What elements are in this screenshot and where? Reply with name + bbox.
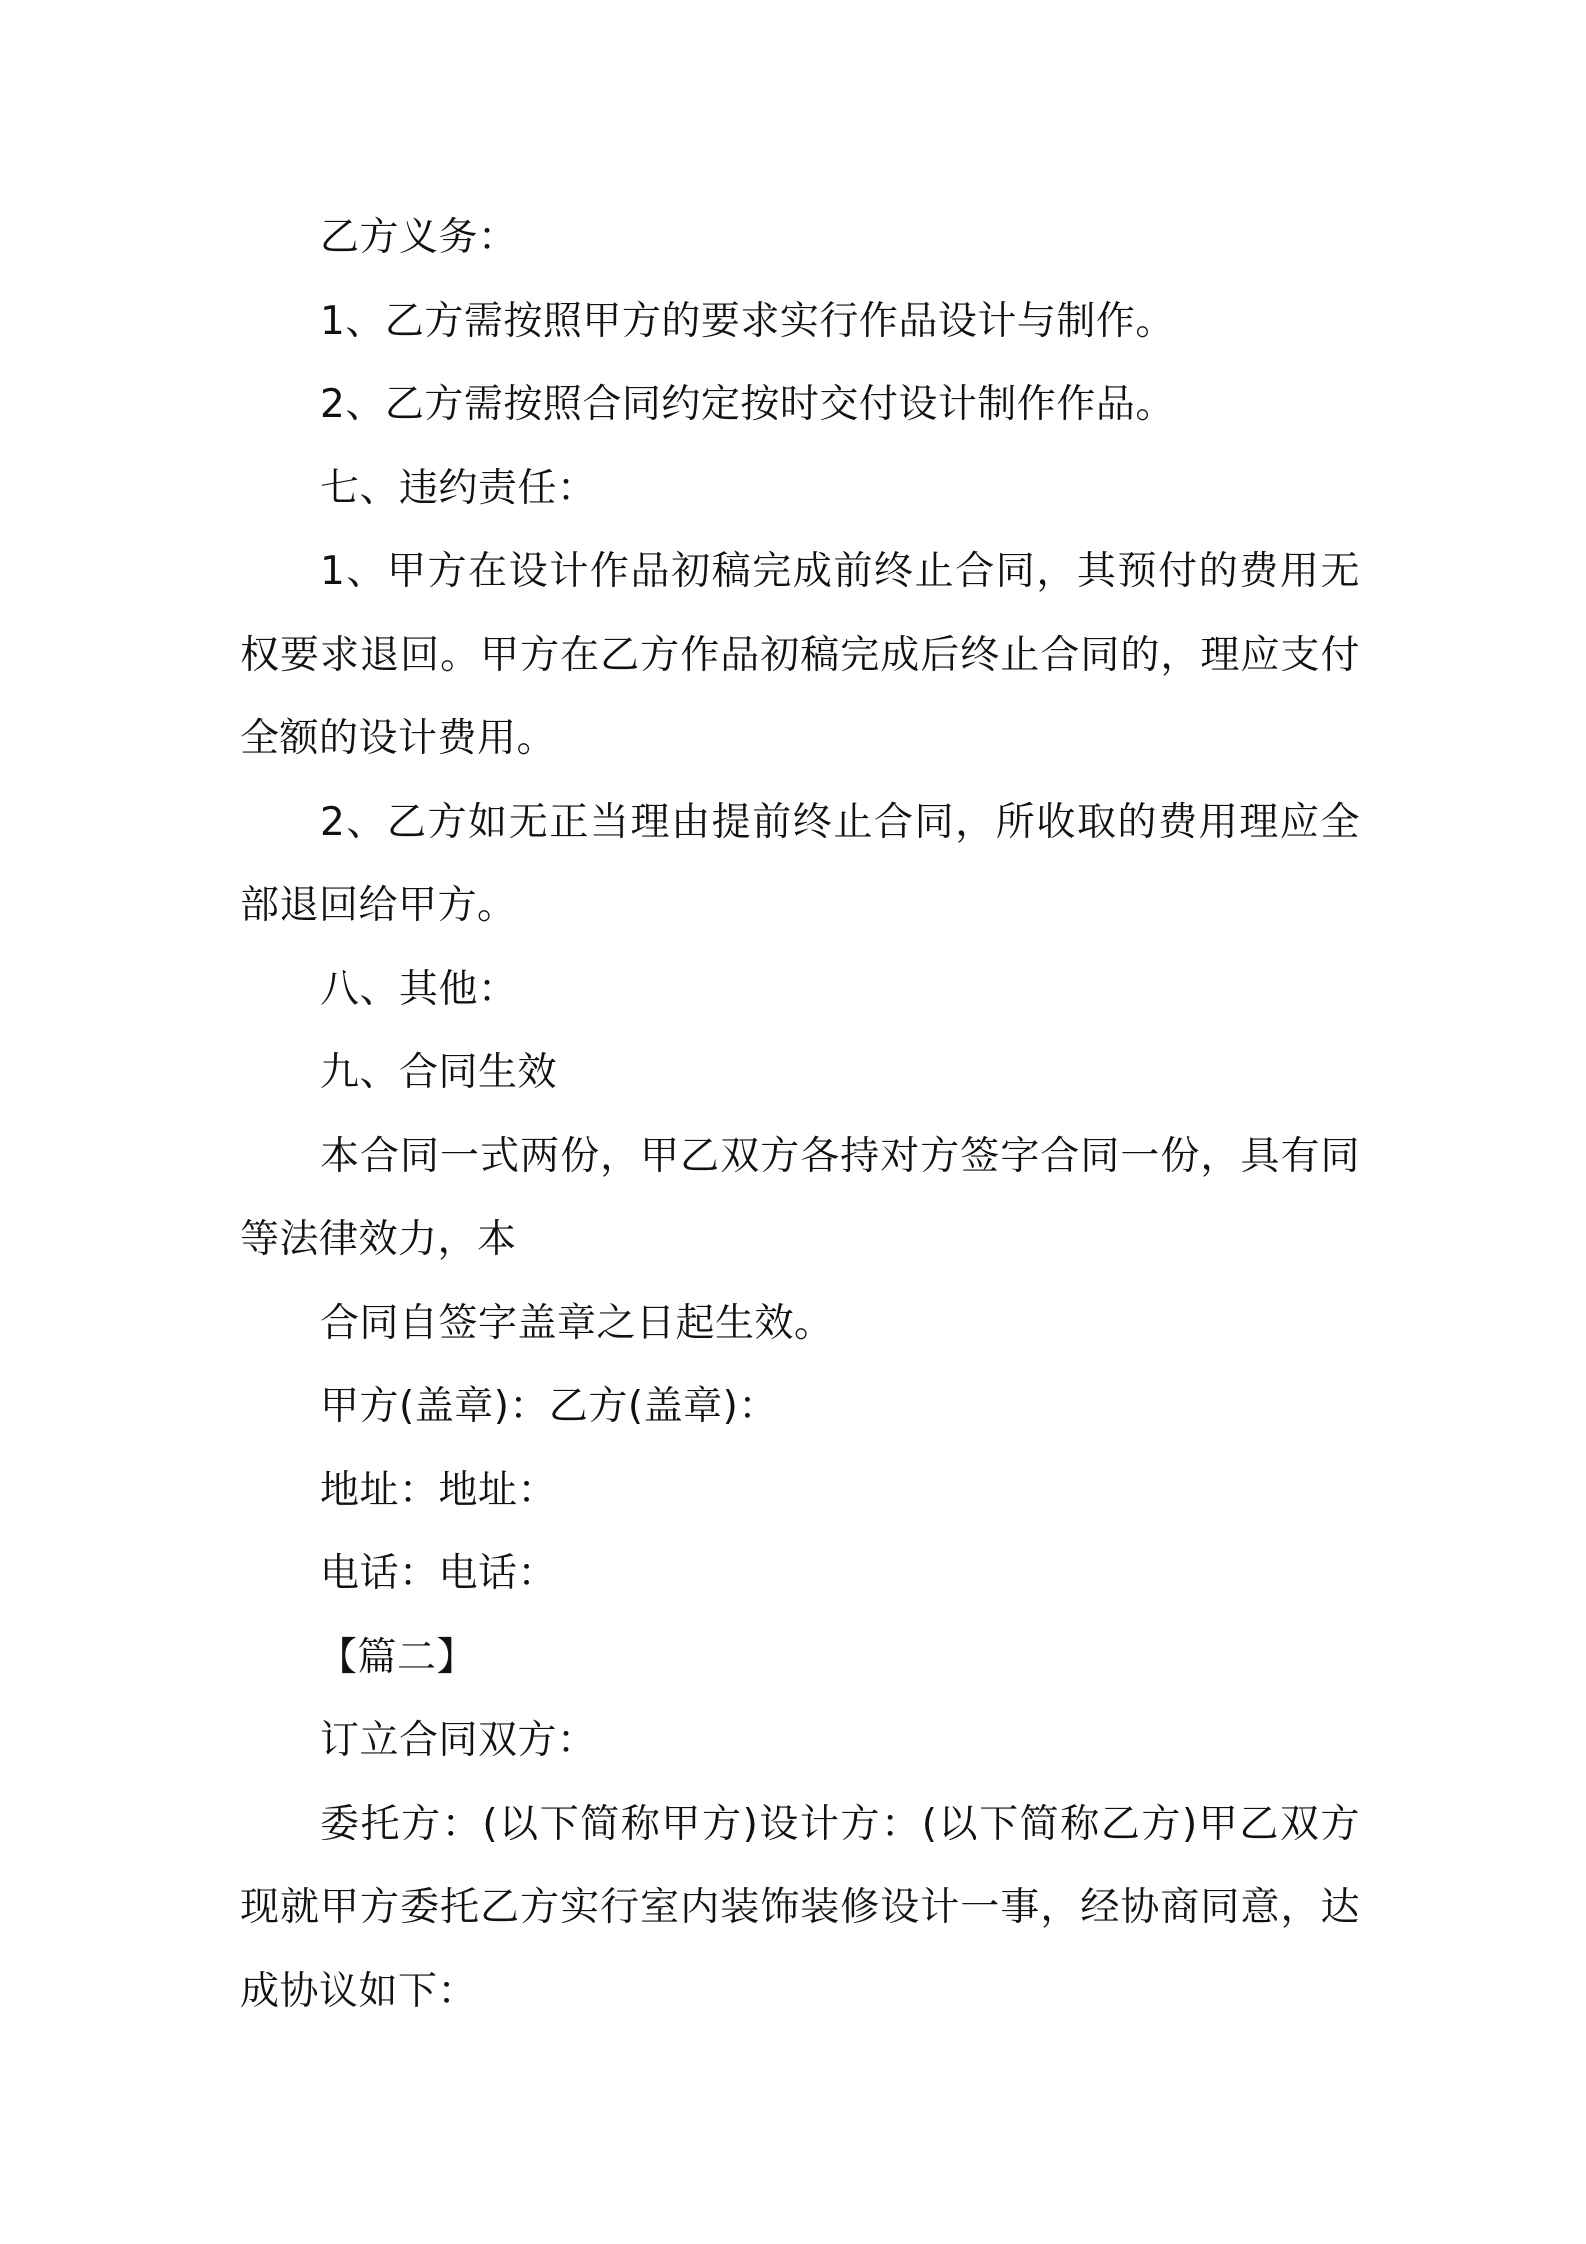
paragraph-seal-line: 甲方(盖章)：乙方(盖章)：	[320, 1384, 778, 1429]
section-heading-part-two: 【篇二】	[318, 1634, 477, 1680]
paragraph-breach-2: 2、乙方如无正当理由提前终止合同，所收取的费用理应全部退回给甲方。	[240, 799, 1360, 928]
paragraph-effective: 合同自签字盖章之日起生效。	[320, 1300, 834, 1346]
paragraph-party-b-obligation-2: 2、乙方需按照合同约定按时交付设计制作作品。	[320, 382, 1175, 427]
paragraph-client-designer: 委托方：(以下简称甲方)设计方：(以下简称乙方)甲乙双方现就甲方委托乙方实行室内装饰装修设计一事，经协商同意，达成协议如下：	[240, 1801, 1360, 2014]
paragraph-party-b-obligation-1: 1、乙方需按照甲方的要求实行作品设计与制作。	[320, 298, 1175, 344]
paragraph-section-8-title: 八、其他：	[320, 966, 518, 1012]
paragraph-party-b-obligations-title: 乙方义务：	[320, 215, 518, 260]
paragraph-breach-1: 1、甲方在设计作品初稿完成前终止合同，其预付的费用无权要求退回。甲方在乙方作品初稿完成后终止合同的，理应支付全额的设计费用。	[240, 549, 1360, 761]
document-body	[240, 196, 1360, 2033]
paragraph-address-line: 地址：地址：	[320, 1467, 558, 1513]
paragraph-section-9-title: 九、合同生效	[320, 1050, 558, 1095]
paragraph-phone-line: 电话：电话：	[320, 1551, 558, 1596]
paragraph-copies: 本合同一式两份，甲乙双方各持对方签字合同一份，具有同等法律效力，本	[240, 1133, 1360, 1262]
paragraph-contract-parties: 订立合同双方：	[320, 1718, 597, 1763]
paragraph-section-7-title: 七、违约责任：	[320, 465, 597, 511]
